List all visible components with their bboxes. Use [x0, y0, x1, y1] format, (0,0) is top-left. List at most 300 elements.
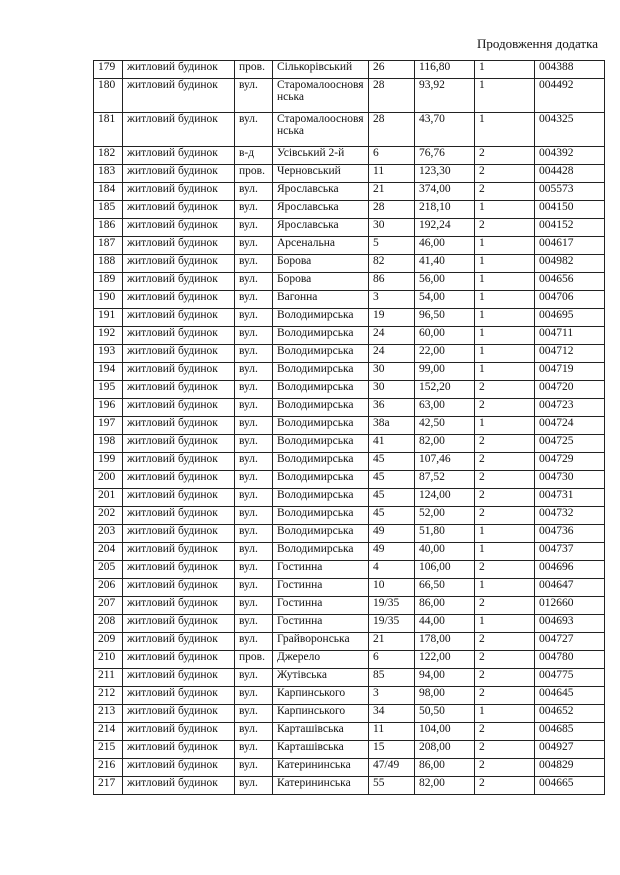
cell-category: 1 [475, 525, 535, 543]
cell-house-number: 45 [369, 471, 415, 489]
cell-house-number: 45 [369, 489, 415, 507]
cell-record-number: 004729 [535, 453, 605, 471]
cell-area: 76,76 [415, 147, 475, 165]
cell-category: 2 [475, 723, 535, 741]
table-row [94, 507, 605, 525]
cell-category: 2 [475, 669, 535, 687]
cell-street-name: Старомалоосновя нська [273, 113, 369, 147]
cell-street-type: вул. [235, 633, 273, 651]
cell-street-type: вул. [235, 79, 273, 113]
cell-area: 63,00 [415, 399, 475, 417]
cell-house-number: 5 [369, 237, 415, 255]
table-row [94, 183, 605, 201]
cell-street-type: вул. [235, 381, 273, 399]
cell-object-type: житловий будинок [123, 147, 235, 165]
table-row [94, 79, 605, 113]
cell-row-number: 211 [94, 669, 123, 687]
cell-category: 2 [475, 741, 535, 759]
cell-object-type: житловий будинок [123, 291, 235, 309]
cell-area: 152,20 [415, 381, 475, 399]
cell-row-number: 205 [94, 561, 123, 579]
cell-street-type: вул. [235, 615, 273, 633]
cell-house-number: 45 [369, 453, 415, 471]
cell-object-type: житловий будинок [123, 759, 235, 777]
cell-street-type: вул. [235, 543, 273, 561]
cell-object-type: житловий будинок [123, 399, 235, 417]
cell-street-name: Карпинського [273, 705, 369, 723]
cell-category: 2 [475, 165, 535, 183]
cell-house-number: 28 [369, 79, 415, 113]
cell-area: 82,00 [415, 777, 475, 795]
cell-object-type: житловий будинок [123, 417, 235, 435]
table-row [94, 687, 605, 705]
table-row [94, 237, 605, 255]
cell-object-type: житловий будинок [123, 255, 235, 273]
cell-street-type: вул. [235, 237, 273, 255]
cell-street-type: вул. [235, 561, 273, 579]
cell-row-number: 195 [94, 381, 123, 399]
cell-row-number: 199 [94, 453, 123, 471]
cell-street-type: вул. [235, 435, 273, 453]
table-row [94, 651, 605, 669]
cell-house-number: 19/35 [369, 615, 415, 633]
cell-street-type: вул. [235, 759, 273, 777]
cell-object-type: житловий будинок [123, 435, 235, 453]
cell-house-number: 28 [369, 201, 415, 219]
table-row [94, 579, 605, 597]
cell-area: 82,00 [415, 435, 475, 453]
cell-record-number: 004652 [535, 705, 605, 723]
cell-category: 1 [475, 61, 535, 79]
cell-area: 192,24 [415, 219, 475, 237]
cell-street-type: вул. [235, 273, 273, 291]
cell-object-type: житловий будинок [123, 61, 235, 79]
table-row [94, 777, 605, 795]
table-row [94, 399, 605, 417]
cell-house-number: 30 [369, 381, 415, 399]
cell-category: 1 [475, 579, 535, 597]
cell-street-name: Сількорівський [273, 61, 369, 79]
cell-house-number: 82 [369, 255, 415, 273]
cell-row-number: 181 [94, 113, 123, 147]
cell-row-number: 190 [94, 291, 123, 309]
table-row [94, 615, 605, 633]
cell-house-number: 86 [369, 273, 415, 291]
cell-street-name: Володимирська [273, 381, 369, 399]
cell-row-number: 187 [94, 237, 123, 255]
cell-house-number: 28 [369, 113, 415, 147]
cell-record-number: 004325 [535, 113, 605, 147]
cell-category: 1 [475, 255, 535, 273]
cell-row-number: 216 [94, 759, 123, 777]
cell-row-number: 186 [94, 219, 123, 237]
cell-house-number: 49 [369, 525, 415, 543]
cell-object-type: житловий будинок [123, 327, 235, 345]
table-row [94, 597, 605, 615]
cell-street-type: вул. [235, 183, 273, 201]
cell-record-number: 004685 [535, 723, 605, 741]
cell-house-number: 24 [369, 327, 415, 345]
cell-area: 60,00 [415, 327, 475, 345]
cell-row-number: 200 [94, 471, 123, 489]
cell-street-type: вул. [235, 327, 273, 345]
cell-row-number: 197 [94, 417, 123, 435]
cell-house-number: 49 [369, 543, 415, 561]
table-row [94, 327, 605, 345]
cell-record-number: 004725 [535, 435, 605, 453]
cell-area: 50,50 [415, 705, 475, 723]
cell-street-name: Усівський 2-й [273, 147, 369, 165]
cell-object-type: житловий будинок [123, 273, 235, 291]
cell-street-type: вул. [235, 687, 273, 705]
table-row [94, 453, 605, 471]
cell-category: 1 [475, 363, 535, 381]
cell-object-type: житловий будинок [123, 345, 235, 363]
cell-record-number: 004829 [535, 759, 605, 777]
cell-row-number: 191 [94, 309, 123, 327]
cell-house-number: 4 [369, 561, 415, 579]
cell-record-number: 004150 [535, 201, 605, 219]
cell-object-type: житловий будинок [123, 507, 235, 525]
cell-category: 2 [475, 489, 535, 507]
cell-area: 40,00 [415, 543, 475, 561]
cell-object-type: житловий будинок [123, 705, 235, 723]
cell-street-name: Карташівська [273, 723, 369, 741]
cell-street-name: Борова [273, 255, 369, 273]
cell-object-type: житловий будинок [123, 113, 235, 147]
cell-house-number: 19/35 [369, 597, 415, 615]
cell-category: 2 [475, 561, 535, 579]
cell-area: 56,00 [415, 273, 475, 291]
table-row [94, 417, 605, 435]
cell-street-type: в-д [235, 147, 273, 165]
cell-area: 96,50 [415, 309, 475, 327]
cell-area: 22,00 [415, 345, 475, 363]
cell-object-type: житловий будинок [123, 687, 235, 705]
cell-record-number: 004727 [535, 633, 605, 651]
cell-object-type: житловий будинок [123, 381, 235, 399]
cell-street-type: вул. [235, 255, 273, 273]
cell-street-name: Катерининська [273, 759, 369, 777]
cell-area: 122,00 [415, 651, 475, 669]
cell-row-number: 192 [94, 327, 123, 345]
table-row [94, 741, 605, 759]
table-row [94, 273, 605, 291]
cell-area: 116,80 [415, 61, 475, 79]
cell-street-type: вул. [235, 597, 273, 615]
cell-street-name: Володимирська [273, 471, 369, 489]
cell-street-type: вул. [235, 777, 273, 795]
cell-object-type: житловий будинок [123, 237, 235, 255]
table-row [94, 723, 605, 741]
table-row [94, 759, 605, 777]
cell-house-number: 19 [369, 309, 415, 327]
table-row [94, 363, 605, 381]
table-row [94, 435, 605, 453]
cell-category: 1 [475, 345, 535, 363]
cell-area: 99,00 [415, 363, 475, 381]
cell-category: 2 [475, 651, 535, 669]
cell-row-number: 214 [94, 723, 123, 741]
cell-area: 51,80 [415, 525, 475, 543]
cell-area: 87,52 [415, 471, 475, 489]
cell-row-number: 180 [94, 79, 123, 113]
cell-record-number: 004731 [535, 489, 605, 507]
cell-object-type: житловий будинок [123, 165, 235, 183]
cell-record-number: 004982 [535, 255, 605, 273]
property-table [93, 60, 605, 795]
cell-object-type: житловий будинок [123, 309, 235, 327]
cell-object-type: житловий будинок [123, 741, 235, 759]
cell-category: 2 [475, 453, 535, 471]
cell-row-number: 198 [94, 435, 123, 453]
cell-record-number: 004736 [535, 525, 605, 543]
cell-object-type: житловий будинок [123, 183, 235, 201]
cell-street-type: вул. [235, 417, 273, 435]
cell-street-type: вул. [235, 579, 273, 597]
cell-house-number: 10 [369, 579, 415, 597]
cell-house-number: 11 [369, 165, 415, 183]
cell-category: 2 [475, 183, 535, 201]
table-row [94, 525, 605, 543]
cell-street-name: Жутівська [273, 669, 369, 687]
cell-street-name: Володимирська [273, 417, 369, 435]
cell-category: 2 [475, 777, 535, 795]
cell-category: 2 [475, 597, 535, 615]
cell-record-number: 004927 [535, 741, 605, 759]
cell-street-name: Ярославська [273, 183, 369, 201]
cell-area: 94,00 [415, 669, 475, 687]
cell-street-name: Гостинна [273, 579, 369, 597]
cell-record-number: 004723 [535, 399, 605, 417]
cell-object-type: житловий будинок [123, 489, 235, 507]
table-row [94, 381, 605, 399]
cell-house-number: 36 [369, 399, 415, 417]
cell-house-number: 3 [369, 291, 415, 309]
cell-street-name: Володимирська [273, 453, 369, 471]
cell-category: 1 [475, 79, 535, 113]
cell-record-number: 004665 [535, 777, 605, 795]
cell-record-number: 004617 [535, 237, 605, 255]
cell-category: 2 [475, 507, 535, 525]
cell-category: 1 [475, 113, 535, 147]
cell-object-type: житловий будинок [123, 453, 235, 471]
continuation-title: Продовження додатка [477, 36, 598, 51]
cell-object-type: житловий будинок [123, 471, 235, 489]
cell-record-number: 004712 [535, 345, 605, 363]
table-row [94, 489, 605, 507]
table-row [94, 147, 605, 165]
cell-street-name: Грайворонська [273, 633, 369, 651]
cell-area: 44,00 [415, 615, 475, 633]
cell-record-number: 004737 [535, 543, 605, 561]
cell-record-number: 005573 [535, 183, 605, 201]
cell-area: 178,00 [415, 633, 475, 651]
table-row [94, 561, 605, 579]
cell-category: 2 [475, 435, 535, 453]
cell-area: 46,00 [415, 237, 475, 255]
cell-category: 1 [475, 615, 535, 633]
cell-category: 1 [475, 237, 535, 255]
cell-category: 1 [475, 273, 535, 291]
cell-street-type: вул. [235, 345, 273, 363]
cell-object-type: житловий будинок [123, 651, 235, 669]
cell-row-number: 201 [94, 489, 123, 507]
cell-street-name: Гостинна [273, 597, 369, 615]
cell-street-name: Гостинна [273, 615, 369, 633]
cell-house-number: 41 [369, 435, 415, 453]
cell-row-number: 208 [94, 615, 123, 633]
cell-category: 2 [475, 219, 535, 237]
cell-record-number: 004388 [535, 61, 605, 79]
cell-category: 2 [475, 147, 535, 165]
cell-house-number: 30 [369, 363, 415, 381]
cell-row-number: 188 [94, 255, 123, 273]
table-row [94, 309, 605, 327]
cell-area: 52,00 [415, 507, 475, 525]
cell-object-type: житловий будинок [123, 201, 235, 219]
cell-street-name: Катерининська [273, 777, 369, 795]
cell-category: 1 [475, 543, 535, 561]
cell-area: 374,00 [415, 183, 475, 201]
cell-object-type: житловий будинок [123, 723, 235, 741]
cell-row-number: 189 [94, 273, 123, 291]
cell-category: 2 [475, 633, 535, 651]
cell-record-number: 004696 [535, 561, 605, 579]
cell-street-type: вул. [235, 723, 273, 741]
cell-area: 208,00 [415, 741, 475, 759]
cell-row-number: 196 [94, 399, 123, 417]
cell-street-name: Володимирська [273, 399, 369, 417]
cell-object-type: житловий будинок [123, 669, 235, 687]
cell-record-number: 004711 [535, 327, 605, 345]
cell-area: 93,92 [415, 79, 475, 113]
cell-street-type: вул. [235, 399, 273, 417]
cell-street-type: вул. [235, 741, 273, 759]
cell-house-number: 38а [369, 417, 415, 435]
cell-record-number: 004719 [535, 363, 605, 381]
cell-area: 98,00 [415, 687, 475, 705]
cell-house-number: 26 [369, 61, 415, 79]
cell-row-number: 217 [94, 777, 123, 795]
cell-area: 42,50 [415, 417, 475, 435]
cell-house-number: 3 [369, 687, 415, 705]
cell-object-type: житловий будинок [123, 561, 235, 579]
cell-street-name: Володимирська [273, 327, 369, 345]
cell-street-name: Ярославська [273, 219, 369, 237]
cell-row-number: 194 [94, 363, 123, 381]
cell-house-number: 85 [369, 669, 415, 687]
table-row [94, 165, 605, 183]
cell-area: 66,50 [415, 579, 475, 597]
cell-row-number: 213 [94, 705, 123, 723]
cell-street-name: Гостинна [273, 561, 369, 579]
cell-object-type: житловий будинок [123, 633, 235, 651]
cell-record-number: 004656 [535, 273, 605, 291]
table-row [94, 471, 605, 489]
cell-area: 41,40 [415, 255, 475, 273]
cell-record-number: 004780 [535, 651, 605, 669]
cell-object-type: житловий будинок [123, 579, 235, 597]
cell-record-number: 004647 [535, 579, 605, 597]
table-row [94, 201, 605, 219]
table-row [94, 291, 605, 309]
cell-street-type: вул. [235, 471, 273, 489]
cell-area: 86,00 [415, 597, 475, 615]
cell-category: 1 [475, 417, 535, 435]
cell-area: 124,00 [415, 489, 475, 507]
cell-street-name: Карпинського [273, 687, 369, 705]
cell-category: 2 [475, 687, 535, 705]
cell-row-number: 204 [94, 543, 123, 561]
cell-record-number: 004645 [535, 687, 605, 705]
cell-category: 1 [475, 705, 535, 723]
cell-category: 2 [475, 381, 535, 399]
table-row [94, 669, 605, 687]
cell-category: 1 [475, 327, 535, 345]
cell-street-type: вул. [235, 453, 273, 471]
cell-street-name: Карташівська [273, 741, 369, 759]
cell-street-name: Джерело [273, 651, 369, 669]
cell-house-number: 6 [369, 147, 415, 165]
cell-house-number: 55 [369, 777, 415, 795]
cell-category: 2 [475, 471, 535, 489]
cell-street-name: Володимирська [273, 345, 369, 363]
cell-house-number: 15 [369, 741, 415, 759]
table-row [94, 633, 605, 651]
cell-street-type: вул. [235, 201, 273, 219]
cell-street-type: вул. [235, 705, 273, 723]
cell-record-number: 004775 [535, 669, 605, 687]
cell-house-number: 21 [369, 633, 415, 651]
cell-category: 2 [475, 399, 535, 417]
cell-street-type: вул. [235, 525, 273, 543]
cell-street-name: Арсенальна [273, 237, 369, 255]
cell-street-name: Володимирська [273, 543, 369, 561]
cell-street-type: вул. [235, 291, 273, 309]
cell-object-type: житловий будинок [123, 219, 235, 237]
table-row [94, 255, 605, 273]
cell-area: 43,70 [415, 113, 475, 147]
cell-record-number: 004428 [535, 165, 605, 183]
cell-row-number: 209 [94, 633, 123, 651]
cell-category: 1 [475, 201, 535, 219]
cell-category: 1 [475, 309, 535, 327]
cell-record-number: 004732 [535, 507, 605, 525]
cell-record-number: 004724 [535, 417, 605, 435]
cell-street-name: Володимирська [273, 309, 369, 327]
cell-row-number: 179 [94, 61, 123, 79]
cell-row-number: 210 [94, 651, 123, 669]
cell-record-number: 004695 [535, 309, 605, 327]
cell-record-number: 004152 [535, 219, 605, 237]
cell-street-type: пров. [235, 651, 273, 669]
cell-record-number: 004392 [535, 147, 605, 165]
cell-record-number: 012660 [535, 597, 605, 615]
cell-area: 123,30 [415, 165, 475, 183]
cell-row-number: 182 [94, 147, 123, 165]
cell-object-type: житловий будинок [123, 363, 235, 381]
cell-row-number: 203 [94, 525, 123, 543]
cell-area: 106,00 [415, 561, 475, 579]
cell-street-name: Володимирська [273, 363, 369, 381]
cell-category: 1 [475, 291, 535, 309]
cell-house-number: 24 [369, 345, 415, 363]
cell-street-type: вул. [235, 669, 273, 687]
cell-street-name: Володимирська [273, 507, 369, 525]
cell-record-number: 004706 [535, 291, 605, 309]
cell-street-type: вул. [235, 309, 273, 327]
